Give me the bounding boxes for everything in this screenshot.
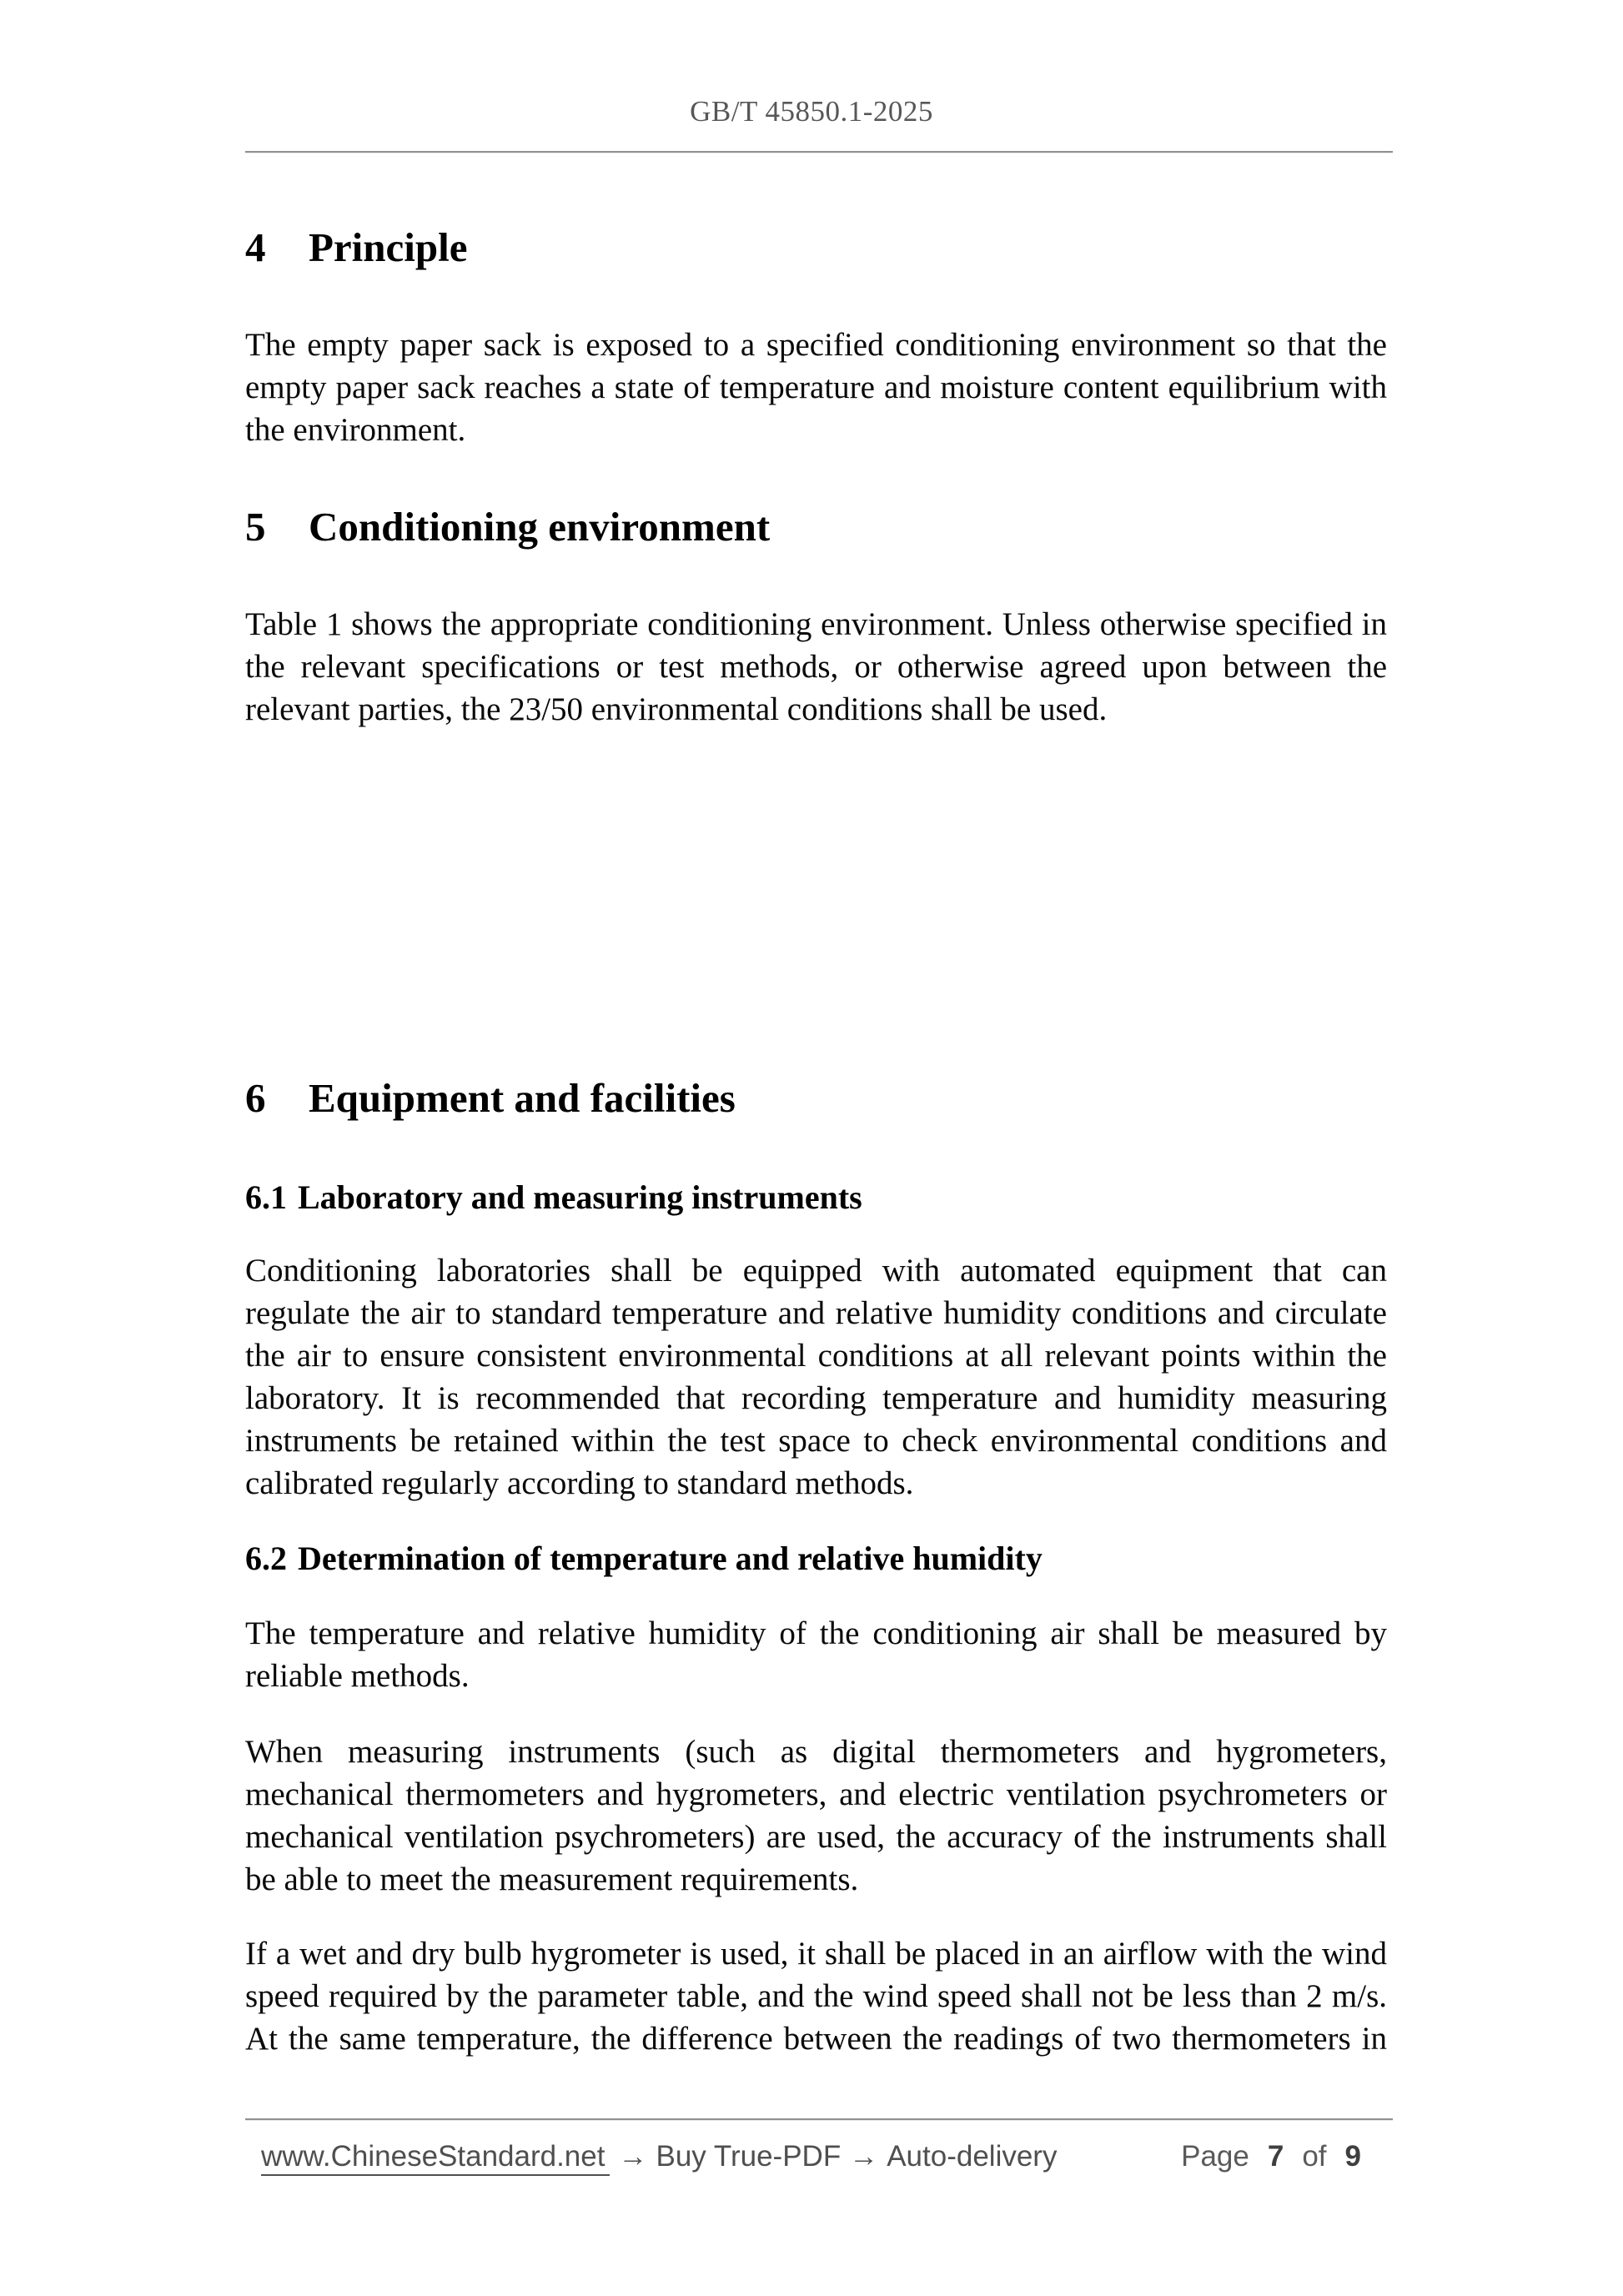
paragraph-wet-dry-bulb-hygrometer: If a wet and dry bulb hygrometer is used, it shall be placed in an airflow with the wind speed required by the parameter table, and the wind speed shall not be less than 2 m/s. At the same temperature, the difference between the readings of two thermometers in bbox=[245, 1936, 1387, 2057]
subsection-title: Laboratory and measuring instruments bbox=[298, 1178, 862, 1216]
subsection-number: 6.2 bbox=[245, 1540, 287, 1577]
arrow-icon: → bbox=[849, 2140, 879, 2173]
page-label: Page bbox=[1181, 2140, 1249, 2173]
paragraph-measured-reliable-methods: The temperature and relative humidity of the conditioning air shall be measured by reliable methods. bbox=[245, 1615, 1387, 1694]
section-heading-conditioning-environment bbox=[245, 504, 770, 550]
section-number: 4 bbox=[245, 224, 266, 270]
site-link[interactable]: www.ChineseStandard.net bbox=[261, 2140, 610, 2176]
section-title: Principle bbox=[309, 224, 468, 270]
footer-links bbox=[261, 2140, 1057, 2173]
header-divider bbox=[245, 151, 1393, 153]
subsection-heading-determination-temp-humidity bbox=[245, 1540, 1043, 1578]
section-title: Conditioning environment bbox=[309, 504, 771, 550]
section-number: 5 bbox=[245, 504, 266, 550]
page-current: 7 bbox=[1267, 2140, 1284, 2173]
buy-true-pdf-label: Buy True-PDF bbox=[656, 2140, 842, 2173]
section-heading-principle bbox=[245, 224, 468, 271]
subsection-heading-laboratory-instruments bbox=[245, 1178, 862, 1217]
doc-number-header: GB/T 45850.1-2025 bbox=[690, 95, 933, 128]
auto-delivery-label: Auto-delivery bbox=[887, 2140, 1058, 2173]
paragraph-principle: The empty paper sack is exposed to a specified conditioning environment so that the empty paper sack reaches a state of temperature and moisture content equilibrium with the environment. bbox=[245, 327, 1387, 448]
paragraph-measuring-instruments-accuracy: When measuring instruments (such as digital thermometers and hygrometers, mechanical thermometers and hygrometers, and electric ventilation psychrometers or mechanical ventilation psychrometers) are used, the accuracy of the instruments shall be able to meet the measurement requirements. bbox=[245, 1734, 1387, 1897]
section-heading-equipment-facilities bbox=[245, 1075, 736, 1122]
section-number: 6 bbox=[245, 1075, 266, 1121]
arrow-icon: → bbox=[618, 2140, 648, 2173]
page-total: 9 bbox=[1344, 2140, 1361, 2173]
of-label: of bbox=[1302, 2140, 1327, 2173]
paragraph-laboratory-instruments: Conditioning laboratories shall be equipped with automated equipment that can regulate the air to standard temperature and relative humidity conditions and circulate the air to ensure consistent environmental conditions at all relevant points within the laboratory. It is recommended that recording temperature and humidity measuring instruments be retained within the test space to check environmental conditions and calibrated regularly according to standard methods. bbox=[245, 1253, 1387, 1501]
footer-divider bbox=[245, 2118, 1393, 2121]
paragraph-conditioning-environment: Table 1 shows the appropriate conditioning environment. Unless otherwise specified in the relevant specifications or test methods, or otherwise agreed upon between the relevant parties, the 23/50 environmental conditions shall be used. bbox=[245, 606, 1387, 727]
page-indicator bbox=[1181, 2140, 1361, 2173]
subsection-title: Determination of temperature and relative humidity bbox=[298, 1540, 1043, 1577]
subsection-number: 6.1 bbox=[245, 1178, 287, 1216]
section-title: Equipment and facilities bbox=[309, 1075, 736, 1121]
